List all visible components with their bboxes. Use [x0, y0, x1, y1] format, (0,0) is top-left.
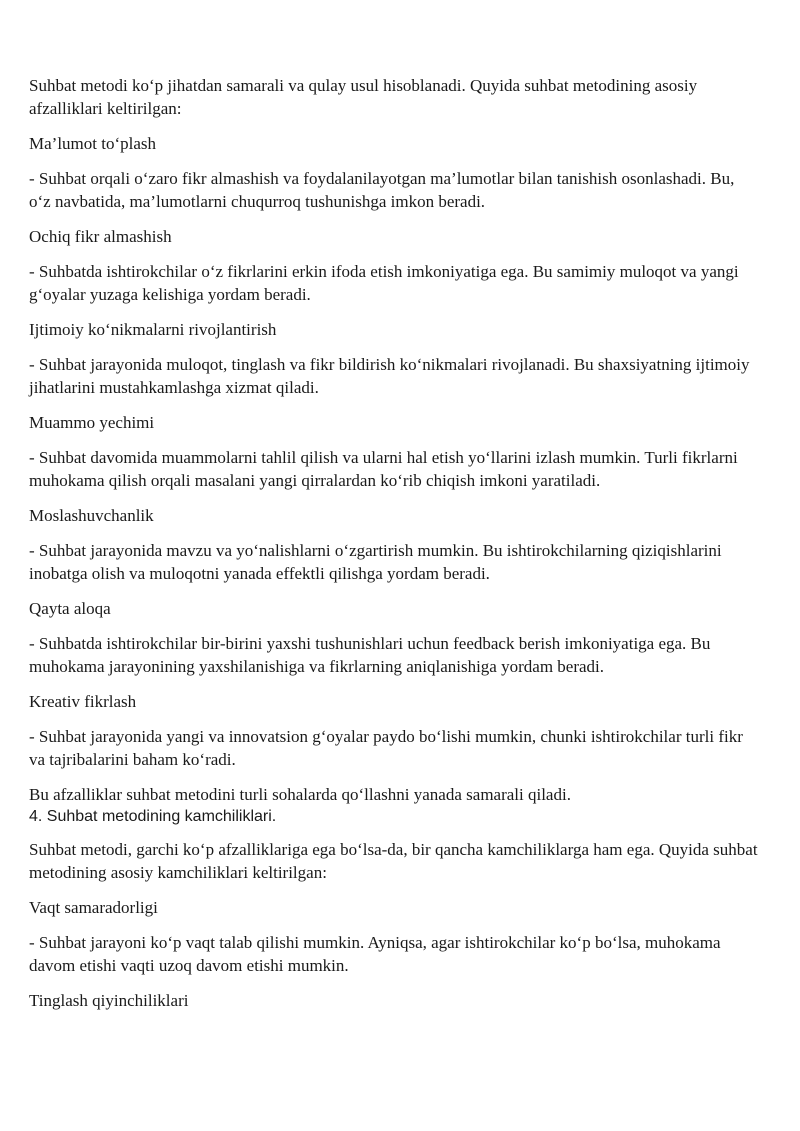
- advantage-text: - Suhbat davomida muammolarni tahlil qilish va ularni hal etish yo‘llarini izlash mumkin. Turli fikrlarni muhokama qilish orqali masalani yangi qirralardan ko‘rib chiqish imkoni yaratiladi.: [29, 448, 738, 490]
- advantage-title: Ijtimoiy ko‘nikmalarni rivojlantirish: [29, 320, 277, 339]
- disadvantages-list: [29, 896, 760, 1012]
- advantage-title: Qayta aloqa: [29, 599, 111, 618]
- advantage-title: Kreativ fikrlash: [29, 692, 137, 711]
- advantage-text: - Suhbatda ishtirokchilar bir-birini yaxshi tushunishlari uchun feedback berish imkoniyatiga ega. Bu muhokama jarayonining yaxshilanishiga va fikrlarning aniqlanishiga yordam beradi.: [29, 634, 711, 676]
- advantages-list: [29, 132, 760, 771]
- intro-paragraph: Suhbat metodi ko‘p jihatdan samarali va qulay usul hisoblanadi. Quyida suhbat metodining asosiy afzalliklari keltirilgan:: [29, 76, 698, 118]
- disadvantage-text: - Suhbat jarayoni ko‘p vaqt talab qilishi mumkin. Ayniqsa, agar ishtirokchilar ko‘p bo‘lsa, muhokama davom etishi vaqti uzoq davom etishi mumkin.: [29, 933, 721, 975]
- advantage-text: - Suhbat orqali o‘zaro fikr almashish va foydalanilayotgan ma’lumotlar bilan tanishish osonlashadi. Bu, o‘z navbatida, ma’lumotlarni chuqurroq tushunishga imkon beradi.: [29, 169, 735, 211]
- disadvantage-title: Vaqt samaradorligi: [29, 898, 158, 917]
- advantage-text: - Suhbat jarayonida yangi va innovatsion g‘oyalar paydo bo‘lishi mumkin, chunki ishtirokchilar turli fikr va tajribalarini baham ko‘radi.: [29, 727, 743, 769]
- advantage-text: - Suhbat jarayonida mavzu va yo‘nalishlarni o‘zgartirish mumkin. Bu ishtirokchilarning qiziqishlarini inobatga olish va muloqotni yanada effektli qilishga yordam beradi.: [29, 541, 722, 583]
- advantage-title: Moslashuvchanlik: [29, 506, 154, 525]
- disadvantage-title: Tinglash qiyinchiliklari: [29, 991, 189, 1010]
- section-intro-paragraph: Suhbat metodi, garchi ko‘p afzalliklariga ega bo‘lsa-da, bir qancha kamchiliklarga ham ega. Quyida suhbat metodining asosiy kamchiliklari keltirilgan:: [29, 840, 758, 882]
- advantage-title: Muammo yechimi: [29, 413, 155, 432]
- section-heading: 4. Suhbat metodining kamchiliklari.: [29, 808, 277, 825]
- advantage-title: Ochiq fikr almashish: [29, 227, 172, 246]
- closing-paragraph: Bu afzalliklar suhbat metodini turli sohalarda qo‘llashni yanada samarali qiladi.: [29, 785, 571, 804]
- advantage-title: Ma’lumot to‘plash: [29, 134, 157, 153]
- advantage-text: - Suhbat jarayonida muloqot, tinglash va fikr bildirish ko‘nikmalari rivojlanadi. Bu shaxsiyatning ijtimoiy jihatlarini mustahkamlashga xizmat qiladi.: [29, 355, 750, 397]
- advantage-text: - Suhbatda ishtirokchilar o‘z fikrlarini erkin ifoda etish imkoniyatiga ega. Bu samimiy muloqot va yangi g‘oyalar yuzaga kelishiga yordam beradi.: [29, 262, 739, 304]
